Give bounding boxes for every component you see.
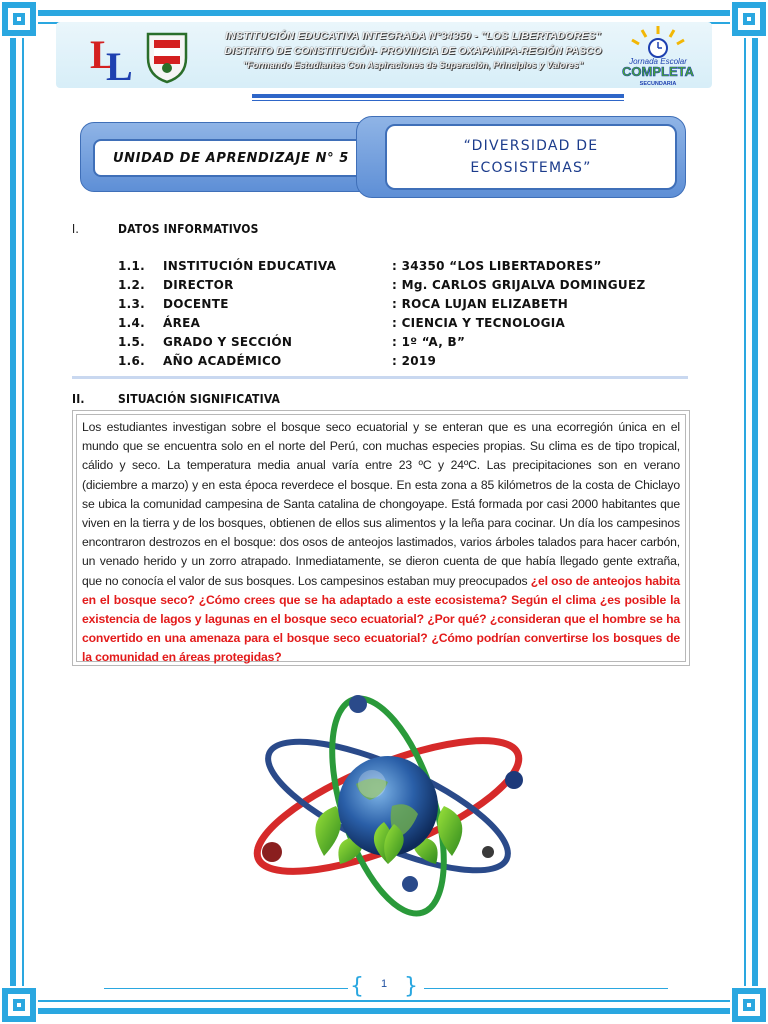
info-value: : 34350 “LOS LIBERTADORES” xyxy=(392,259,602,273)
info-row xyxy=(118,335,678,354)
jornada-escolar-completa-logo-icon xyxy=(612,22,704,88)
unit-title-line2: ECOSISTEMAS” xyxy=(470,160,592,176)
header-rule xyxy=(252,94,624,98)
info-number: 1.5. xyxy=(118,335,146,349)
info-row xyxy=(118,316,678,335)
info-key: DIRECTOR xyxy=(163,278,234,292)
corner-ornament-bottom-left xyxy=(0,986,38,1024)
school-motto: "Formando Estudiantes Con Aspiraciones de Superación, Principios y Valores" xyxy=(243,60,583,70)
info-value: : Mg. CARLOS GRIJALVA DOMINGUEZ xyxy=(392,278,646,292)
corner-ornament-top-right xyxy=(730,0,768,38)
section-divider xyxy=(72,376,688,379)
info-row xyxy=(118,259,678,278)
page-number: 1 xyxy=(380,978,388,990)
info-value: : 1º “A, B” xyxy=(392,335,466,349)
info-row xyxy=(118,297,678,316)
unit-label-frame xyxy=(80,122,380,192)
info-key: GRADO Y SECCIÓN xyxy=(163,335,293,349)
unit-label: UNIDAD DE APRENDIZAJE N° 5 xyxy=(93,139,369,177)
info-value: : ROCA LUJAN ELIZABETH xyxy=(392,297,569,311)
school-district: DISTRITO DE CONSTITUCIÓN- PROVINCIA DE OXAPAMPA-REGIÓN PASCO xyxy=(224,45,602,57)
info-number: 1.6. xyxy=(118,354,146,368)
school-header-banner xyxy=(56,22,712,88)
info-key: AÑO ACADÉMICO xyxy=(163,354,282,368)
situation-box xyxy=(76,414,686,665)
footer-brace-right-icon: } xyxy=(404,974,418,999)
info-list xyxy=(118,259,678,373)
svg-text:Jornada Escolar: Jornada Escolar xyxy=(629,57,687,66)
svg-text:L: L xyxy=(90,32,117,77)
school-name: INSTITUCIÓN EDUCATIVA INTEGRADA N°34350 - "LOS LIBERTADORES" xyxy=(225,30,601,42)
section-title: SITUACIÓN SIGNIFICATIVA xyxy=(118,392,281,406)
section-number: II. xyxy=(72,392,85,406)
school-seal-icon xyxy=(144,28,190,84)
school-header-text xyxy=(206,30,620,70)
svg-text:SECUNDARIA: SECUNDARIA xyxy=(639,81,677,87)
info-key: INSTITUCIÓN EDUCATIVA xyxy=(163,259,337,273)
info-number: 1.3. xyxy=(118,297,146,311)
atom-globe-illustration-icon xyxy=(232,688,544,918)
corner-ornament-bottom-right xyxy=(730,986,768,1024)
school-ll-logo-icon xyxy=(88,28,140,84)
info-number: 1.4. xyxy=(118,316,146,330)
situation-paragraph xyxy=(82,418,680,668)
section-number: I. xyxy=(72,222,80,236)
info-row xyxy=(118,278,678,297)
unit-title-frame xyxy=(356,116,686,198)
section-heading-situacion xyxy=(72,392,472,408)
info-key: DOCENTE xyxy=(163,297,229,311)
svg-text:COMPLETA: COMPLETA xyxy=(622,64,694,79)
unit-title xyxy=(385,124,677,190)
info-row xyxy=(118,354,678,373)
info-key: ÁREA xyxy=(163,316,201,330)
footer-rule-right xyxy=(424,988,668,989)
footer-brace-left-icon: { xyxy=(350,974,364,999)
section-title: DATOS INFORMATIVOS xyxy=(118,222,259,236)
header-rule-thin xyxy=(252,100,624,101)
info-number: 1.1. xyxy=(118,259,146,273)
info-number: 1.2. xyxy=(118,278,146,292)
corner-ornament-top-left xyxy=(0,0,38,38)
svg-text:L: L xyxy=(106,44,133,84)
situation-questions: ¿el oso de anteojos habita en el bosque seco? ¿Cómo crees que se ha adaptado a este ecosistema? Según el clima ¿es posible la existencia de lagos y lagunas en el bosque seco ecuatorial? ¿Por qué? ¿consideran que el hombre se ha convertido en una amenaza para el bosque seco ecuatorial? ¿Cómo podrían convertirse los bosques de la comunidad en áreas protegidas? xyxy=(82,573,680,665)
info-value: : 2019 xyxy=(392,354,437,368)
info-value: : CIENCIA Y TECNOLOGIA xyxy=(392,316,566,330)
unit-title-line1: “DIVERSIDAD DE xyxy=(463,138,599,154)
footer-rule-left xyxy=(104,988,348,989)
section-heading-datos xyxy=(72,222,472,238)
situation-body: Los estudiantes investigan sobre el bosque seco ecuatorial y se enteran que es una ecorregión única en el mundo que se encuentra solo en el norte del Perú, con muchas especies propias. Su clima es de tipo tropical, cálido y seco. La temperatura media anual varía entre 23 ºC y 24ºC. Las precipitaciones son en verano (diciembre a marzo) y en esta época reverdece el bosque. En esta zona a 85 kilómetros de la costa de Chiclayo se ubica la comunidad campesina de Santa catalina de chongoyape. Está formada por casi 2000 habitantes que viven en la tierra y de los bosques, obtienen de ellos sus alimentos y la leña para cocinar. Un día los campesinos encontraron destrozos en el bosque: dos osos de anteojos lastimados, varios árboles talados para hacer carbón, un venado herido y un zorro atrapado. Inmediatamente, se dieron cuenta de que había llegado gente extraña, que no conocía el valor de sus bosques. Los campesinos estaban muy preocupados xyxy=(82,420,680,588)
unit-title-block xyxy=(80,116,686,198)
